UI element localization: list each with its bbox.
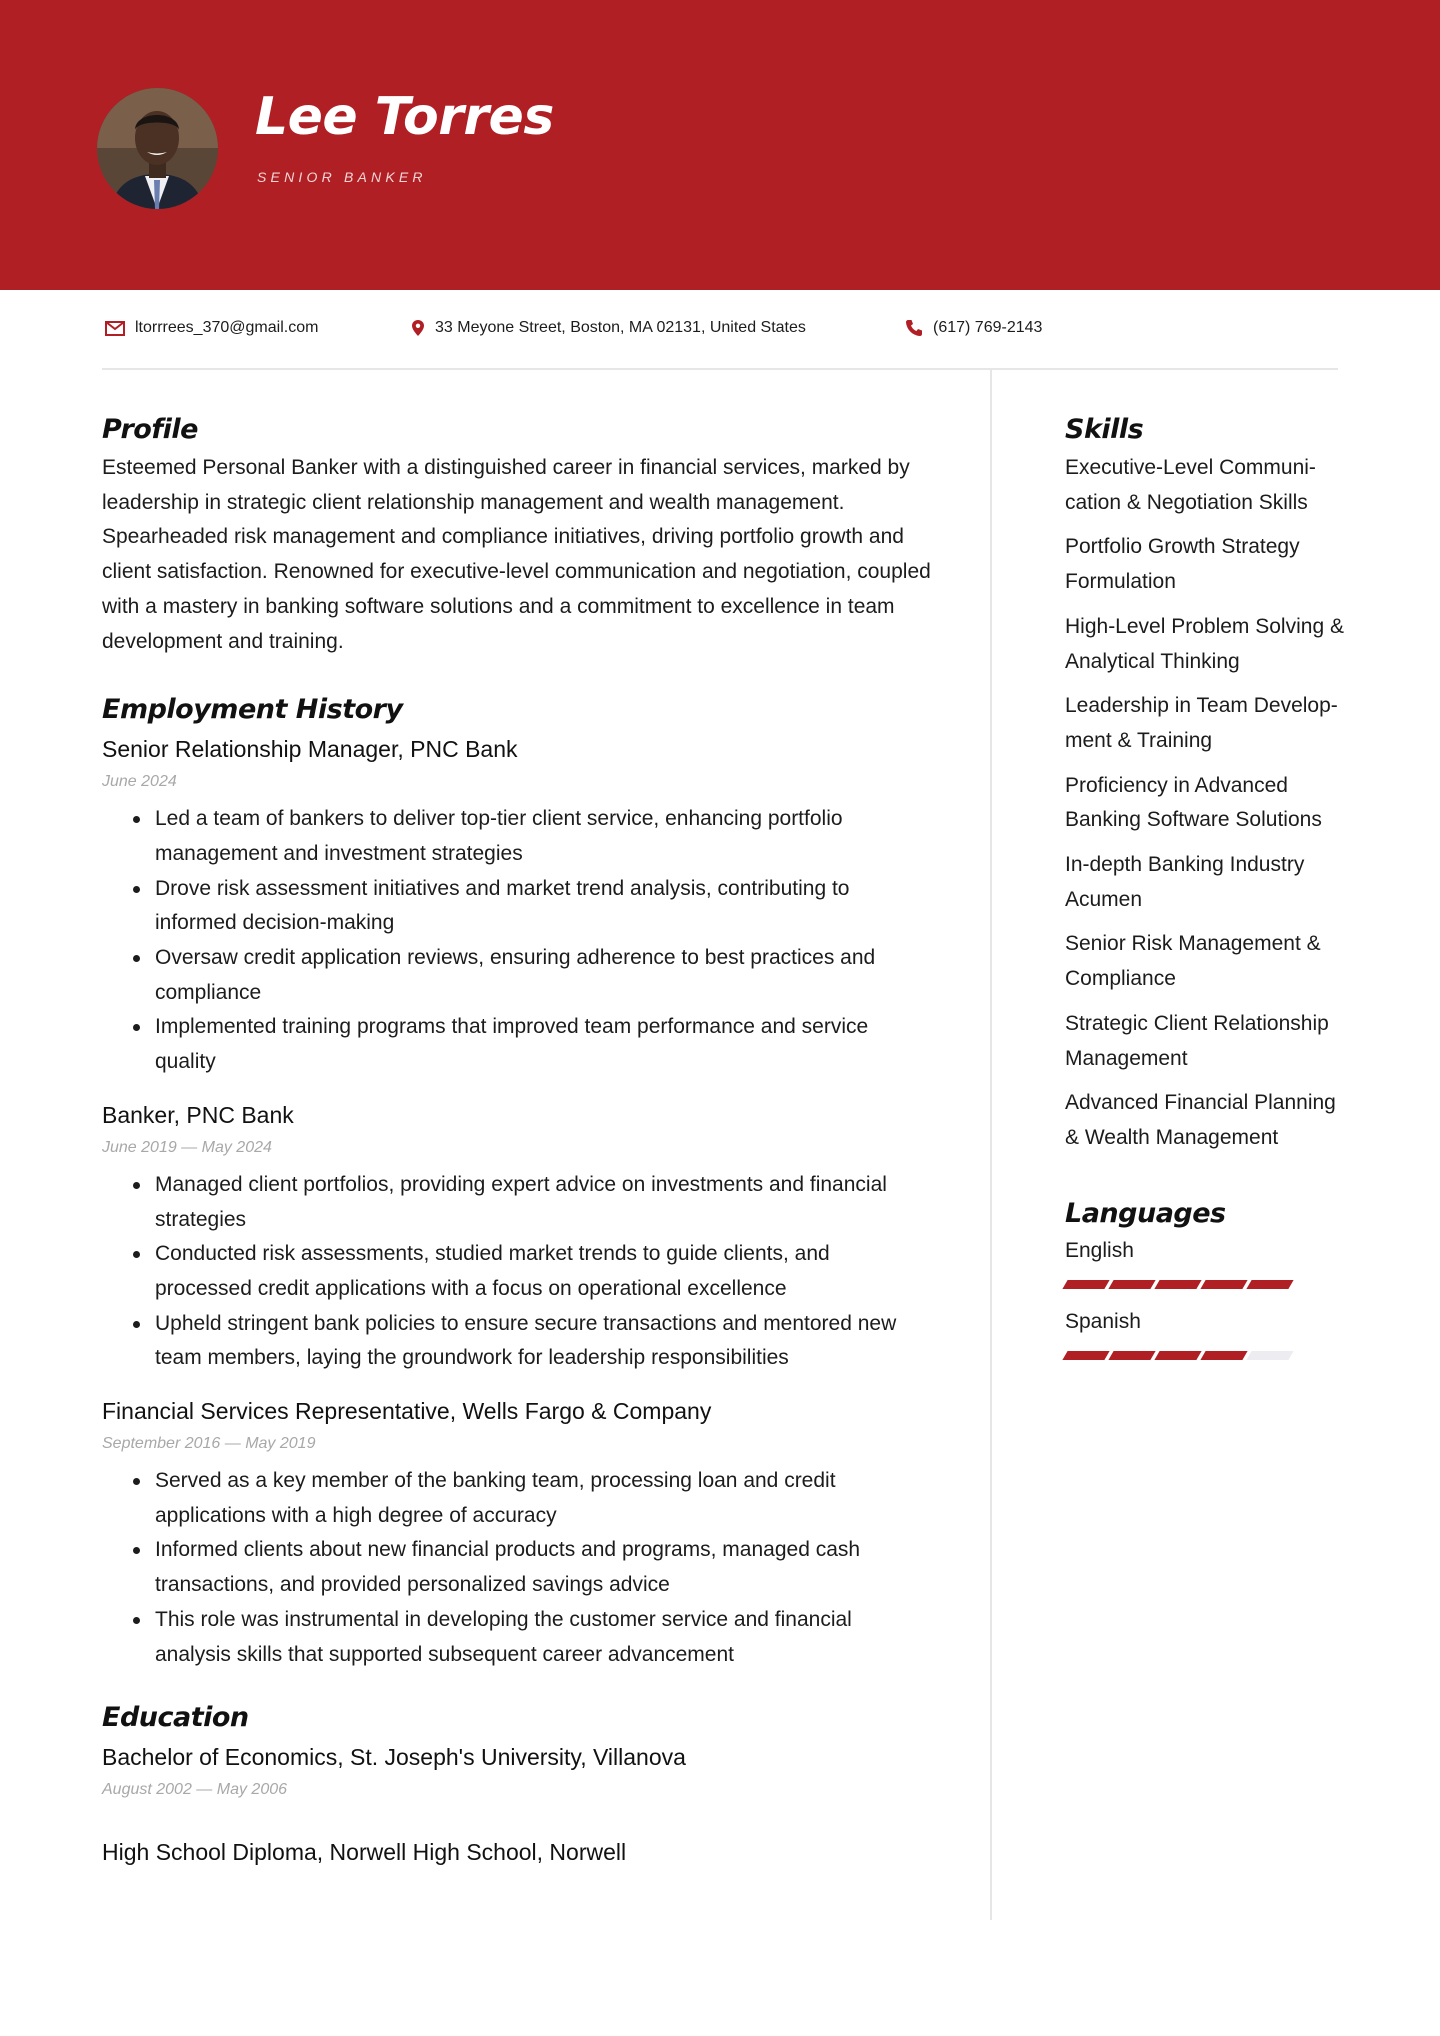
- bullet-item: Led a team of bankers to deliver top-tier client service, enhancing portfolio management and investment strategies: [102, 802, 932, 871]
- job-dates: June 2024: [102, 773, 177, 791]
- envelope-icon: [105, 321, 125, 336]
- job-entry: [102, 1098, 932, 1376]
- education-section: [102, 1698, 932, 1869]
- section-title-education: Education: [102, 1702, 249, 1734]
- bullet-item: Conducted risk assessments, studied market trends to guide clients, and processed credit applications with a focus on operational excellence: [102, 1237, 932, 1306]
- job-title: Senior Relationship Manager, PNC Bank: [102, 736, 518, 763]
- location-pin-icon: [411, 319, 425, 337]
- section-title-languages: Languages: [1065, 1197, 1226, 1229]
- level-segment-filled: [1154, 1351, 1201, 1360]
- bullet-item: This role was instrumental in developing the customer service and financial analysis skills that supported subsequent career advancement: [102, 1603, 932, 1672]
- phone-text: (617) 769-2143: [933, 319, 1043, 336]
- level-segment-empty: [1246, 1351, 1293, 1360]
- bullet-item: Informed clients about new financial products and programs, managed cash transactions, and provided personalized savings advice: [102, 1533, 932, 1602]
- skill-item: Portfolio Growth Strategy Formulation: [1065, 535, 1300, 594]
- section-title-employment: Employment History: [102, 694, 403, 726]
- bullet-item: Served as a key member of the banking team, processing loan and credit applications with a high degree of accuracy: [102, 1464, 932, 1533]
- language-name: English: [1065, 1238, 1134, 1262]
- language-name: Spanish: [1065, 1309, 1141, 1333]
- skill-item: Executive-Level Communi-cation & Negotiation Skills: [1065, 456, 1316, 514]
- job-bullets: [102, 1168, 932, 1376]
- language-level-bar: [1065, 1280, 1355, 1289]
- bullet-item: Upheld stringent bank policies to ensure secure transactions and mentored new team members, laying the groundwork for leadership responsibilities: [102, 1307, 932, 1376]
- contact-divider: [102, 368, 1338, 370]
- education-entry: [102, 1835, 932, 1869]
- column-divider: [990, 370, 992, 1920]
- employment-section: [102, 690, 932, 1672]
- skill-item: Advanced Financial Planning & Wealth Management: [1065, 1091, 1336, 1149]
- skill-item: Strategic Client Relationship Management: [1065, 1011, 1329, 1070]
- job-title: Financial Services Representative, Wells Fargo & Company: [102, 1398, 712, 1425]
- job-title: Banker, PNC Bank: [102, 1101, 294, 1128]
- profile-section: [102, 410, 932, 659]
- profile-text: Esteemed Personal Banker with a distinguished career in financial services, marked by leadership in strategic client relationship management and wealth management. Spearheaded risk management and compliance initiatives, driving portfolio growth and client satisfaction. Renowned for executive-level communication and negotiation, coupled with a mastery in banking software solutions and a commitment to excellence in team development and training.: [102, 456, 931, 653]
- contact-address: [411, 319, 806, 337]
- bullet-item: Drove risk assessment initiatives and market trend analysis, contributing to informed decision-making: [102, 872, 932, 941]
- skills-section: [1065, 410, 1355, 1156]
- job-dates: September 2016 — May 2019: [102, 1435, 316, 1453]
- job-entry: [102, 732, 932, 1080]
- job-bullets: [102, 802, 932, 1080]
- level-segment-filled: [1200, 1351, 1247, 1360]
- contact-email[interactable]: [105, 319, 318, 337]
- section-title-profile: Profile: [102, 414, 198, 445]
- bullet-item: Oversaw credit application reviews, ensuring adherence to best practices and compliance: [102, 941, 932, 1010]
- level-segment-filled: [1200, 1280, 1247, 1289]
- education-entry: [102, 1740, 932, 1801]
- skill-item: In-depth Banking Industry Acumen: [1065, 853, 1305, 911]
- skill-item: High-Level Problem Solving & Analytical Thinking: [1065, 614, 1344, 673]
- avatar-portrait-image: [97, 88, 218, 209]
- email-text: ltorrrees_370@gmail.com: [135, 319, 319, 336]
- header-banner: [0, 0, 1440, 290]
- language-entry: [1065, 1305, 1355, 1360]
- side-column: [1065, 410, 1355, 1376]
- education-dates: August 2002 — May 2006: [102, 1781, 288, 1799]
- skill-item: Proficiency in Advanced Banking Software Solutions: [1065, 773, 1322, 832]
- phone-icon: [905, 319, 923, 337]
- main-column: [102, 410, 932, 1869]
- skill-item: Leadership in Team Develop-ment & Training: [1065, 694, 1338, 752]
- skill-item: Senior Risk Management & Compliance: [1065, 932, 1321, 991]
- level-segment-filled: [1108, 1280, 1155, 1289]
- language-level-bar: [1065, 1351, 1355, 1360]
- contact-phone[interactable]: [905, 319, 1042, 337]
- level-segment-filled: [1108, 1351, 1155, 1360]
- level-segment-filled: [1154, 1280, 1201, 1289]
- language-entry: [1065, 1234, 1355, 1289]
- languages-section: [1065, 1194, 1355, 1360]
- level-segment-filled: [1062, 1280, 1109, 1289]
- address-text: 33 Meyone Street, Boston, MA 02131, United States: [435, 319, 806, 336]
- bullet-item: Implemented training programs that improved team performance and service quality: [102, 1010, 932, 1079]
- bullet-item: Managed client portfolios, providing expert advice on investments and financial strategies: [102, 1168, 932, 1237]
- section-title-skills: Skills: [1065, 414, 1144, 445]
- job-bullets: [102, 1464, 932, 1672]
- job-dates: June 2019 — May 2024: [102, 1138, 272, 1156]
- candidate-title: SENIOR BANKER: [257, 169, 427, 185]
- candidate-name: Lee Torres: [255, 87, 554, 147]
- skills-list: [1065, 451, 1355, 1156]
- avatar: [97, 88, 218, 209]
- education-title: High School Diploma, Norwell High School, Norwell: [102, 1839, 627, 1866]
- education-title: Bachelor of Economics, St. Joseph's University, Villanova: [102, 1744, 686, 1771]
- job-entry: [102, 1394, 932, 1672]
- level-segment-filled: [1246, 1280, 1293, 1289]
- level-segment-filled: [1062, 1351, 1109, 1360]
